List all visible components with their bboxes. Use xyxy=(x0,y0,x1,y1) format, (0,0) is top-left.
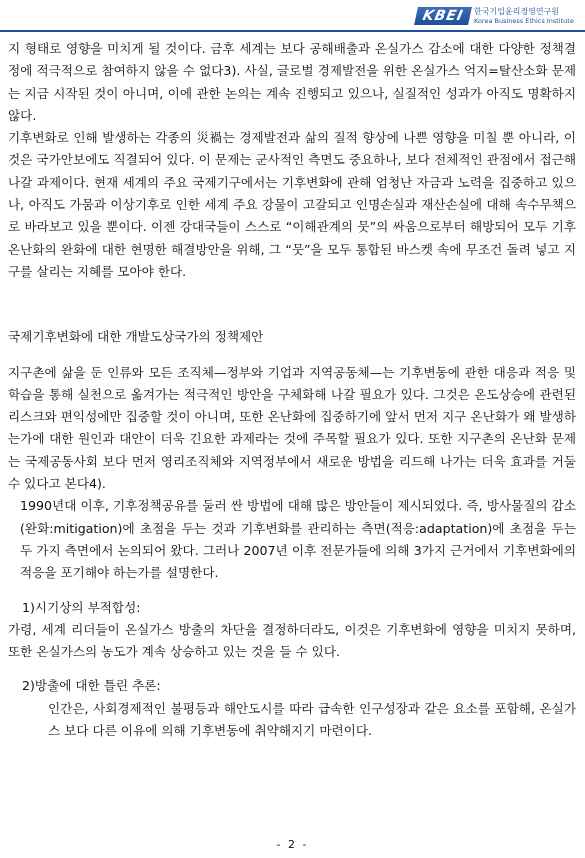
page-number: - 2 - xyxy=(276,838,309,851)
list-gap-1 xyxy=(8,585,576,597)
logo-korean-name: 한국기업윤리경영연구원 xyxy=(474,7,560,16)
section-heading: 국제기후변화에 대한 개발도상국가의 정책제안 xyxy=(8,329,264,345)
institute-logo xyxy=(416,3,574,29)
paragraph-1: 지 형태로 영향을 미치게 될 것이다. 금후 세계는 보다 공해배출과 온실가스 감소에 대한 다양한 정책결정에 적극적으로 참여하지 않을 수 없다3). 사실, 글로벌 경제발전을 위한 온실가스 억지=탈산소화 문제는 지금 시작된 것이 아니며, 이에 관한 논의는 계속 진행되고 있으나, 실질적인 성과가 아직도 명확하지 않다. xyxy=(8,41,576,123)
paragraph-3: 지구촌에 삶을 둔 인류와 모든 조직체—정부와 기업과 지역공동체—는 기후변동에 관한 대응과 적응 및 학습을 통해 실천으로 옮겨가는 적극적인 방안을 구체화해 나갈 필요가 있다. 그것은 온도상승에 관련된 리스크와 편익성에만 집중할 것이 아니며, 또한 온난화에 집중하기에 앞서 먼저 지구 온난화가 왜 발생하는가에 대한 원인과 대안이 더욱 긴요한 과제라는 것에 주목할 필요가 있다. 또한 지구촌의 온난화 문제는 국제공동사회 보다 먼저 영리조직체와 지역정부에서 새로운 방법을 리드해 나가는 더욱 효과를 거둘 수 있다고 본다4). xyxy=(8,364,576,492)
page-header xyxy=(0,0,585,40)
paragraph-4: 1990년대 이후, 기후정책공유를 둘러 싼 방법에 대해 많은 방안들이 제시되었다. 즉, 방사물질의 감소(완화:mitigation)에 초점을 두는 것과 기후변화를 관리하는 측면(적응:adaptation)에 초점을 두는 두 가지 측면에서 논의되어 왔다. 그러나 2007년 이후 전문가들에 의해 3가지 근거에서 기후변화에의 적응을 포기해야 하는가를 설명한다. xyxy=(20,498,576,581)
subheading-1: 1)시기상의 부적합성: xyxy=(22,599,141,615)
section-gap xyxy=(8,283,576,326)
subheading-2: 2)방출에 대한 틀린 추론: xyxy=(22,678,161,694)
list-gap-2 xyxy=(8,663,576,675)
paragraph-6: 인간은, 사회경제적인 불평등과 해안도시를 따라 급속한 인구성장과 같은 요소를 포함해, 온실가스 보다 다른 이유에 의해 기후변동에 취약해지기 마련이다. xyxy=(48,700,576,739)
heading-gap xyxy=(8,349,576,362)
document-body xyxy=(8,38,576,742)
paragraph-5: 가령, 세계 리더들이 온실가스 방출의 차단을 결정하더라도, 이것은 기후변화에 영향을 미치지 못하며, 또한 온실가스의 농도가 계속 상승하고 있는 것을 들 수 있다. xyxy=(8,621,576,660)
paragraph-2: 기후변화로 인해 발생하는 각종의 災禍는 경제발전과 삶의 질적 향상에 나쁜 영향을 미칠 뿐 아니라, 이것은 국가안보에도 직결되어 있다. 이 문제는 군사적인 측면도 중요하나, 보다 전체적인 관점에서 접근해 나갈 과제이다. 현재 세계의 주요 국제기구에서는 기후변화에 관해 엄청난 자금과 노력을 집중하고 있으나, 아직도 가뭄과 이상기후로 인한 세계 주요 강물이 고갈되고 인명손실과 재산손실에 대해 속수무책으로 바라보고 있을 뿐이다. 이젠 강대국들이 스스로 “이해관계의 뭇”의 싸움으로부터 해방되어 모두 기후온난화의 완화에 대한 현명한 해결방안을 위해, 그 “뭇”을 모두 통합된 바스켓 속에 무조건 돌려 넣고 지구를 살리는 지혜를 모아야 한다. xyxy=(8,130,576,279)
header-rule xyxy=(0,30,585,32)
logo-mark: KBEI xyxy=(414,7,472,25)
logo-english-name: Korea Business Ethics Institute xyxy=(474,17,574,25)
